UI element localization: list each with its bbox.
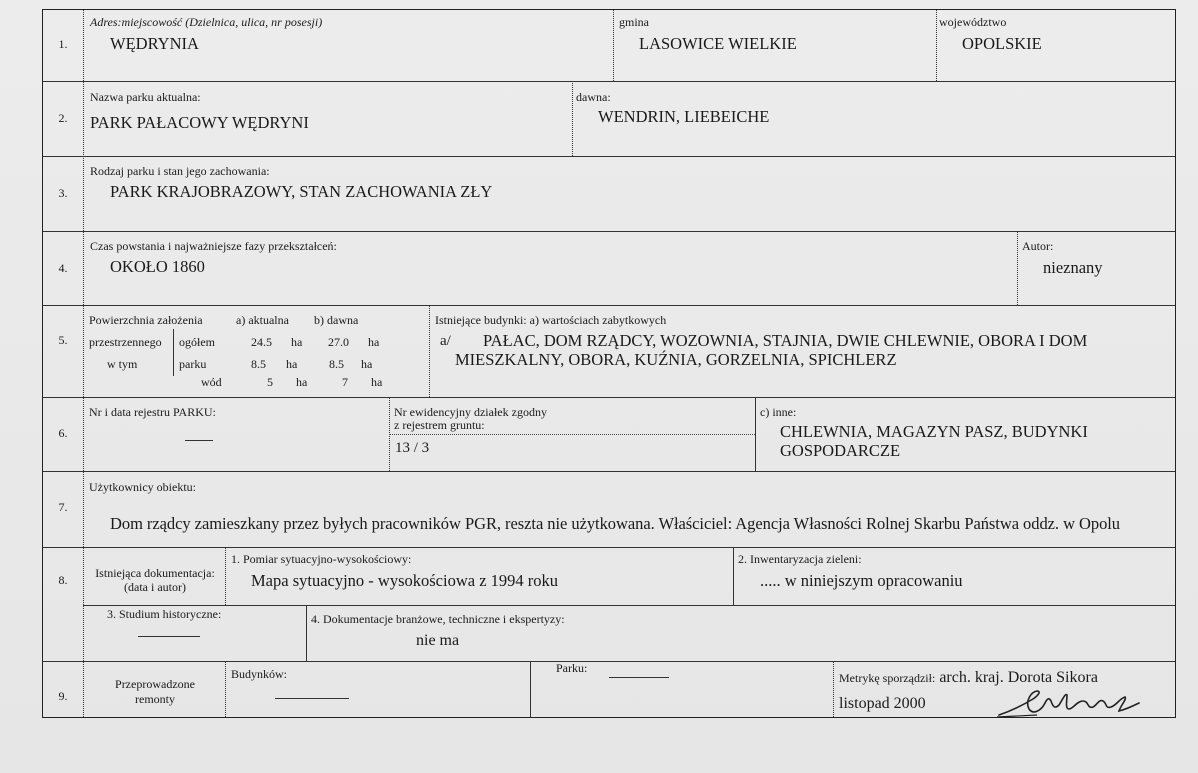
other-line1: CHLEWNIA, MAGAZYN PASZ, BUDYNKI [780,422,1088,441]
greenery-label: 2. Inwentaryzacja zieleni: [738,552,862,566]
park-type-value: PARK KRAJOBRAZOWY, STAN ZACHOWANIA ZŁY [110,182,493,201]
author-value: nieznany [1043,258,1103,277]
row-divider [83,605,1175,606]
bracket-line [173,329,174,376]
address-value: WĘDRYNIA [110,34,199,53]
voivodeship-value: OPOLSKIE [962,34,1042,53]
area-unit: ha [286,357,298,371]
repairs-label-2: remonty [135,692,175,706]
gmina-value: LASOWICE WIELKIE [639,34,797,53]
area-former: 27.0 [328,335,349,349]
park-type-label: Rodzaj parku i stan jego zachowania: [90,164,270,178]
origin-label: Czas powstania i najważniejsze fazy przekształceń: [90,239,337,253]
area-row-label: parku [179,357,207,371]
buildings-label: Istniejące budynki: a) wartościach zabytkowych [435,313,667,327]
column-divider [429,305,430,397]
park-record-form [42,9,1176,718]
origin-value: OKOŁO 1860 [110,257,205,276]
former-name-value: WENDRIN, LIEBEICHE [598,107,770,126]
documentation-sublabel: (data i autor) [124,580,186,594]
area-unit: ha [291,335,303,349]
row-divider [43,397,1175,398]
area-row-label: ogółem [179,335,215,349]
area-former: 8.5 [329,357,344,371]
row-divider [43,661,1175,662]
gmina-label: gmina [619,15,649,29]
column-divider [755,397,756,471]
row-divider [43,156,1175,157]
plots-label-2: z rejestrem gruntu: [394,418,485,432]
buildings-repairs-empty-dash [275,698,349,699]
row-divider [43,547,1175,548]
row-divider [43,471,1175,472]
technical-docs-value: nie ma [416,632,460,649]
register-empty-dash [185,440,213,441]
history-study-label: 3. Studium historyczne: [107,607,222,621]
column-divider [225,547,226,605]
buildings-line1: PAŁAC, DOM RZĄDCY, WOZOWNIA, STAJNIA, DWIE CHLEWNIE, OBORA I DOM [483,331,1088,350]
row-divider [43,81,1175,82]
row-number: 8. [58,573,68,587]
area-row-label: wód [201,375,222,389]
area-current: 24.5 [251,335,272,349]
row-number: 4. [58,261,68,275]
register-label: Nr i data rejestru PARKU: [89,405,216,419]
repairs-label: Przeprowadzone [115,677,195,691]
other-line2: GOSPODARCZE [780,441,901,460]
plots-label: Nr ewidencyjny działek zgodny [394,405,547,419]
greenery-value: ..... w niniejszym opracowaniu [760,571,963,590]
area-current: 5 [267,375,273,389]
prepared-by-label: Metrykę sporządził: [839,671,936,685]
row-number: 1. [58,37,68,51]
including-label: w tym [107,357,138,371]
park-repairs-empty-dash [609,677,669,678]
column-divider [572,81,573,156]
documentation-label: Istniejąca dokumentacja: [95,566,215,580]
survey-label: 1. Pomiar sytuacyjno-wysokościowy: [231,552,412,566]
signature-image [993,685,1143,721]
users-label: Użytkownicy obiektu: [89,480,196,494]
column-divider [733,547,734,605]
buildings-prefix: a/ [440,333,451,349]
row-number: 9. [58,689,68,703]
area-unit: ha [371,375,383,389]
area-unit: ha [296,375,308,389]
row-divider [43,231,1175,232]
column-divider [833,661,834,717]
row-number: 2. [58,111,68,125]
row-number: 3. [58,186,68,200]
row-number: 7. [58,500,68,514]
area-current: 8.5 [251,357,266,371]
area-col-a: a) aktualna [236,313,289,327]
column-divider [613,10,614,81]
area-unit: ha [368,335,380,349]
park-name-value: PARK PAŁACOWY WĘDRYNI [90,113,309,132]
address-label: Adres:miejscowość (Dzielnica, ulica, nr posesji) [90,15,323,29]
park-repairs-label: Parku: [556,661,588,675]
author-label: Autor: [1022,239,1054,253]
prepared-by-value: arch. kraj. Dorota Sikora [939,669,1098,686]
buildings-repairs-label: Budynków: [231,667,288,681]
survey-value: Mapa sytuacyjno - wysokościowa z 1994 roku [251,571,559,590]
plots-underline [389,434,755,435]
prepared-date: listopad 2000 [839,695,926,712]
number-column-divider [83,10,84,717]
row-number: 6. [58,426,68,440]
other-label: c) inne: [760,405,797,419]
row-number: 5. [58,333,68,347]
users-value: Dom rządcy zamieszkany przez byłych pracowników PGR, reszta nie użytkowana. Właściciel: Agencja Własności Rolnej Skarbu Państwa oddz. w Opolu [110,514,1121,533]
column-divider [1017,231,1018,305]
history-study-empty-dash [138,636,200,637]
column-divider [225,661,226,717]
area-former: 7 [342,375,348,389]
area-label: Powierzchnia założenia [89,313,203,327]
area-unit: ha [361,357,373,371]
spatial-label: przestrzennego [89,335,162,349]
voivodeship-label: województwo [939,15,1007,29]
buildings-line2: MIESZKALNY, OBORA, KUŹNIA, GORZELNIA, SPICHLERZ [455,350,897,369]
area-col-b: b) dawna [314,313,359,327]
column-divider [306,605,307,661]
column-divider [530,661,531,717]
column-divider [936,10,937,81]
row-divider [43,305,1175,306]
technical-docs-label: 4. Dokumentacje branżowe, techniczne i ekspertyzy: [311,612,565,626]
park-name-label: Nazwa parku aktualna: [90,90,201,104]
former-name-label: dawna: [576,90,611,104]
plots-value: 13 / 3 [395,440,430,456]
